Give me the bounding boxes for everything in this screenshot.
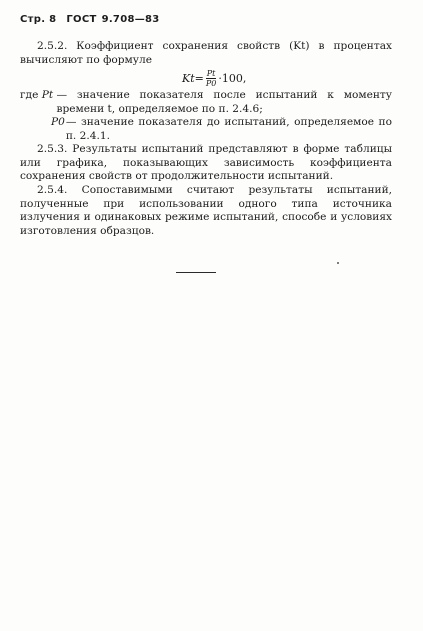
page-number: Стр. 8 — [20, 14, 57, 25]
definition-p0 — [20, 116, 392, 143]
formula-denominator: P0 — [205, 79, 217, 88]
scan-speck — [337, 262, 339, 264]
definitions — [20, 89, 392, 144]
definition-pt-text: — значение показателя после испытаний к моменту времени t, определяемое по п. 2.4.6; — [56, 89, 392, 115]
section-2-5-2 — [20, 40, 392, 67]
definition-p0-text: — значение показателя до испытаний, определяемое по п. 2.4.1. — [65, 116, 392, 143]
formula-rhs: ·100, — [218, 72, 247, 85]
end-rule — [176, 272, 216, 273]
formula-numerator: Pt — [206, 69, 216, 78]
section-2-5-2-text: 2.5.2. Коэффициент сохранения свойств (Kt) в процентах вычисляют по формуле — [20, 40, 392, 66]
definition-p0-symbol: P0 — [51, 116, 65, 129]
definition-pt-symbol: Pt — [41, 89, 54, 101]
standard-code: 9.708—83 — [101, 14, 160, 25]
formula-kt — [182, 69, 246, 88]
section-2-5-4 — [20, 184, 392, 239]
page-header — [20, 14, 160, 25]
section-2-5-3 — [20, 143, 392, 184]
section-2-5-3-text: 2.5.3. Результаты испытаний представляют в форме таблицы или графика, показывающих зависимость коэффициента сохранения свойств от продолжительности испытаний. — [20, 143, 392, 183]
formula-fraction — [205, 69, 217, 88]
standard-label: ГОСТ — [66, 14, 97, 25]
definitions-intro-word: где — [20, 89, 39, 101]
definition-pt — [20, 89, 392, 116]
formula-lhs: Kt= — [182, 72, 204, 85]
definitions-intro — [20, 89, 56, 116]
section-2-5-4-text: 2.5.4. Сопоставимыми считают результаты испытаний, полученные при использовании одного типа источника излучения и одинаковых режиме испытаний, способе и условиях изготовления образцов. — [20, 184, 392, 238]
